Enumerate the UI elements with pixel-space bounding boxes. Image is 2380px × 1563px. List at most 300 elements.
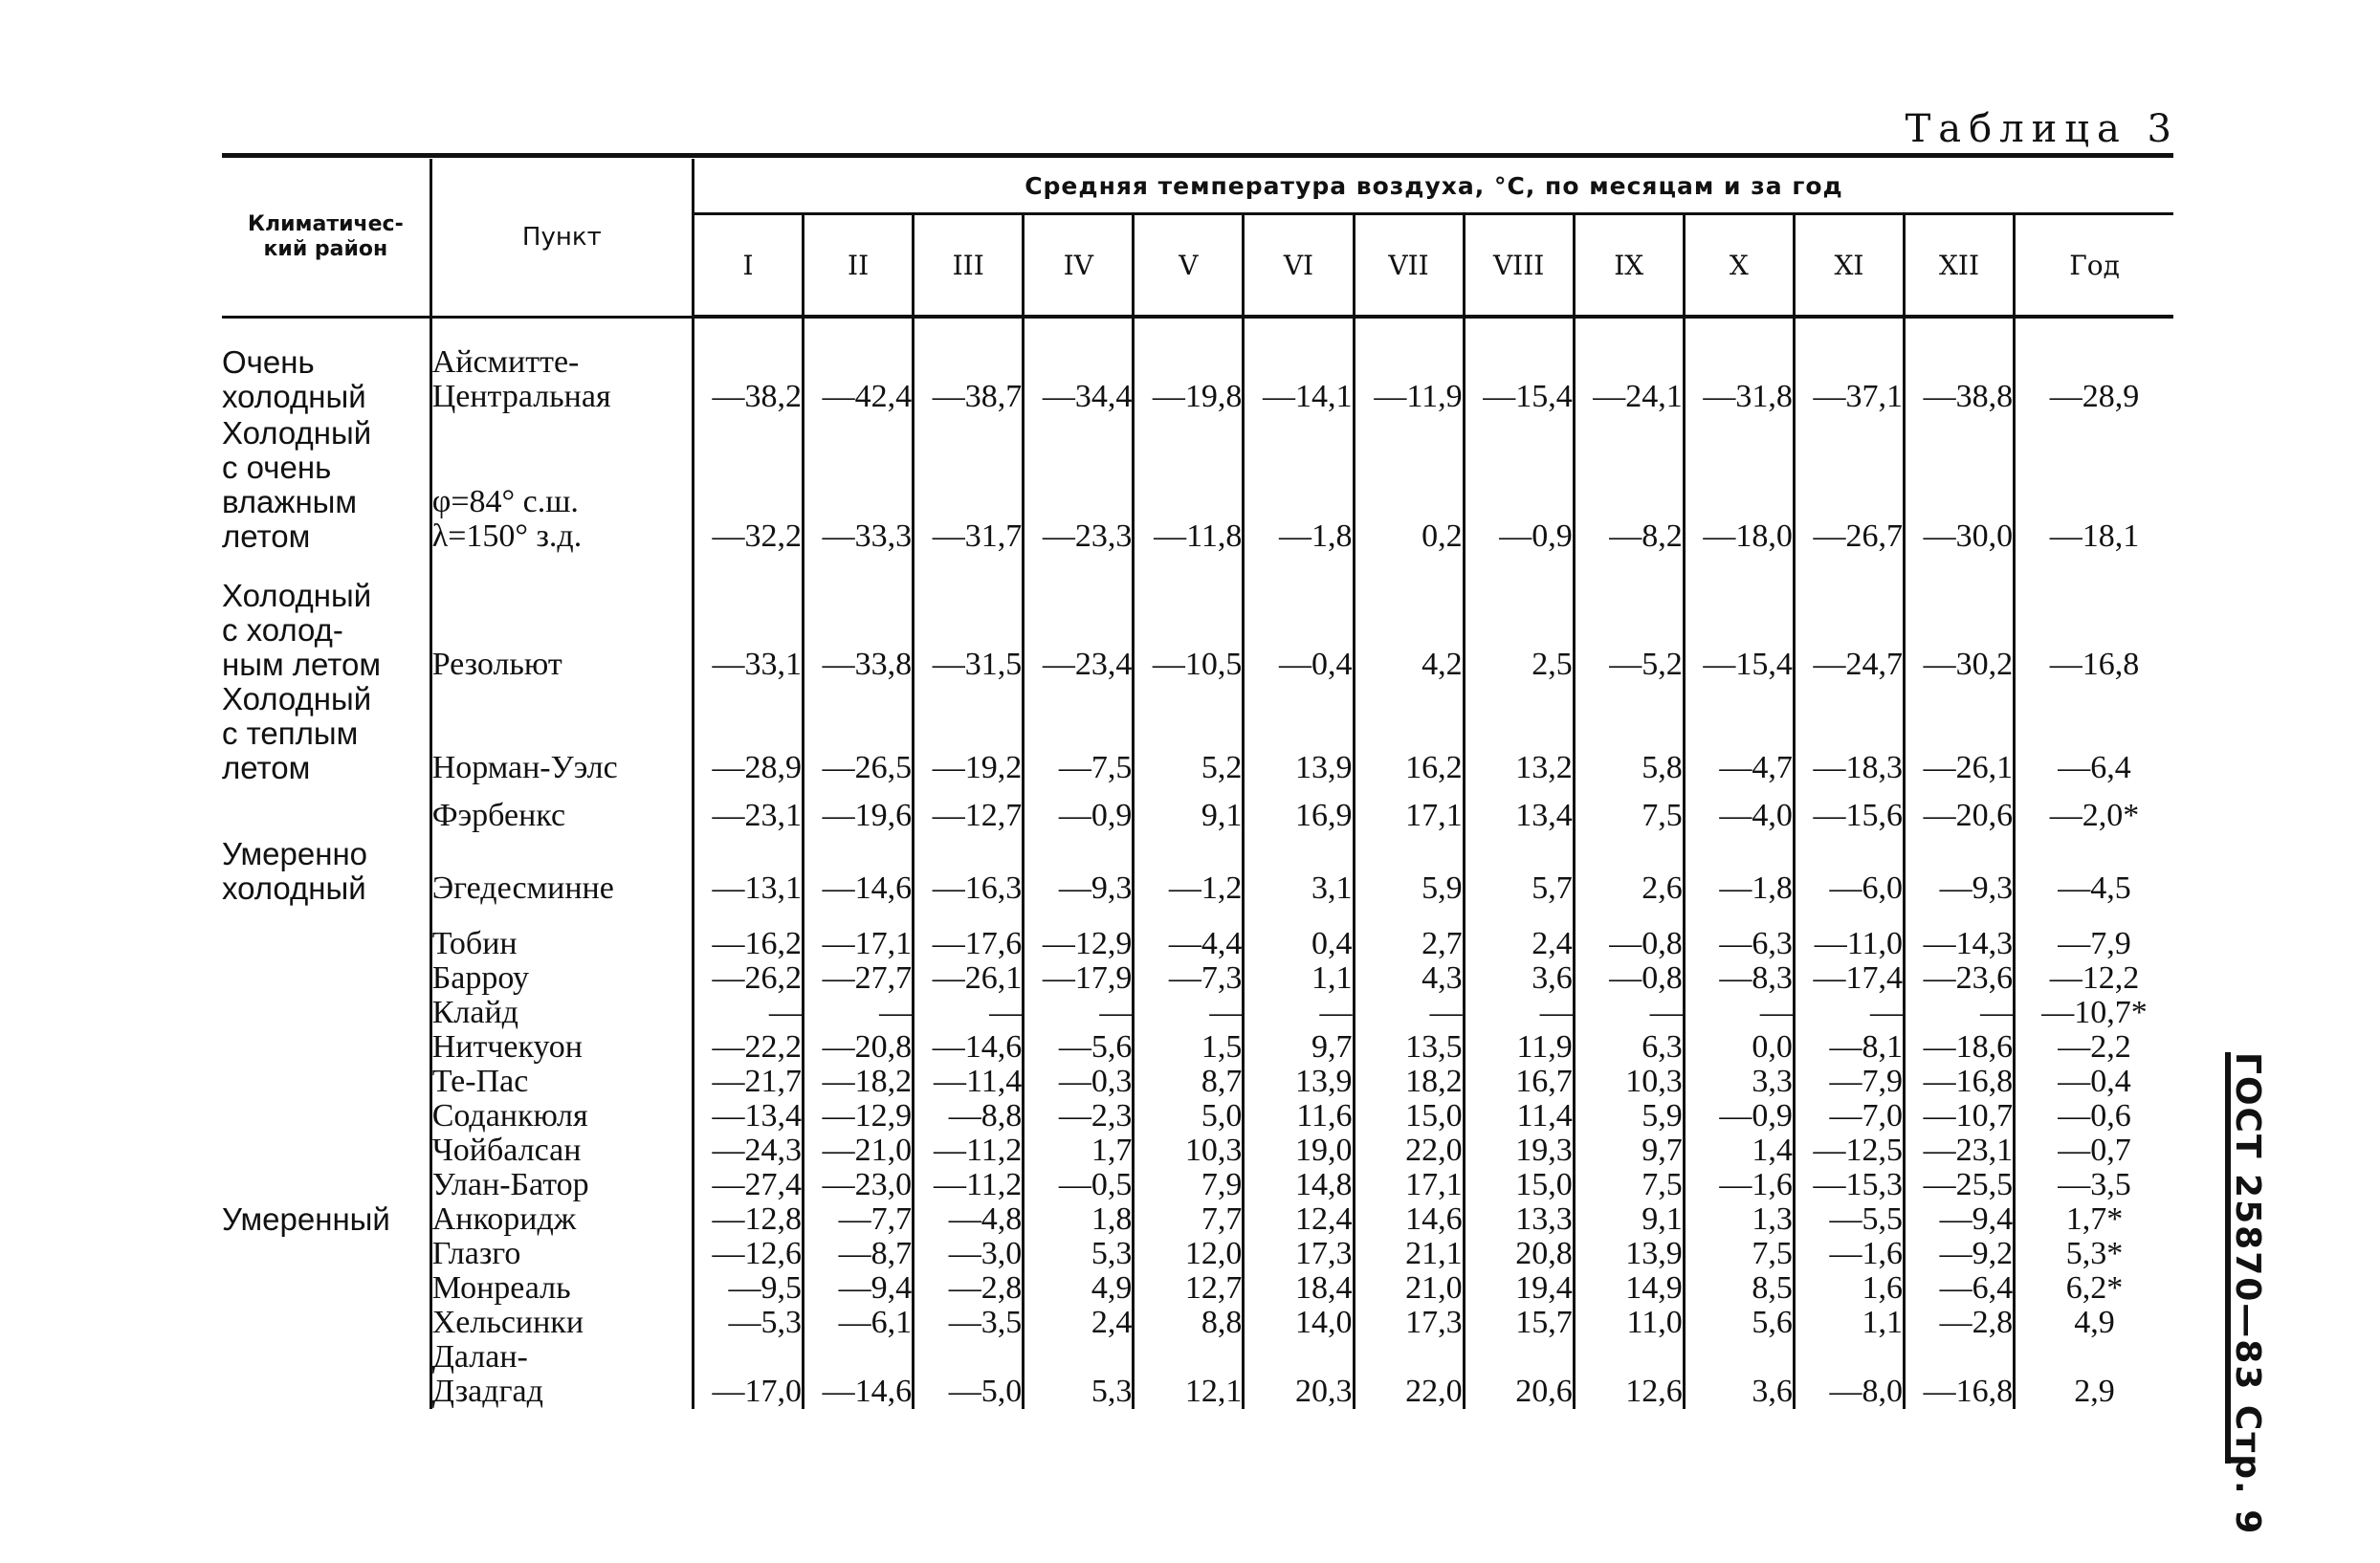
side-page-label-text: ГОСТ 25870—83 Стр. 9 [2228, 1052, 2267, 1536]
region-cell [222, 1065, 430, 1099]
point-cell: Хельсинки [430, 1306, 693, 1340]
spacer-cell [430, 317, 693, 340]
month-value-cell: —18,3 [1794, 682, 1904, 785]
header-month-cell: II [804, 214, 914, 318]
month-value-cell: —19,8 [1134, 340, 1244, 414]
month-value-cell: 19,0 [1244, 1134, 1354, 1168]
climate-table [222, 159, 2173, 1409]
month-value-cell: —0,9 [1684, 1099, 1794, 1134]
month-value-cell: —8,3 [1684, 961, 1794, 996]
month-value-cell: 20,3 [1244, 1340, 1354, 1409]
month-value-cell: —33,8 [804, 554, 914, 682]
year-value-cell: —2,0* [2015, 785, 2173, 833]
month-value-cell: —17,1 [804, 906, 914, 961]
region-cell [222, 1099, 430, 1134]
year-value-cell: —16,8 [2015, 554, 2173, 682]
month-value-cell: —19,6 [804, 785, 914, 833]
month-value-cell: 18,2 [1354, 1065, 1464, 1099]
month-value-cell: 14,9 [1574, 1271, 1684, 1306]
month-value-cell: —11,2 [914, 1168, 1024, 1202]
month-value-cell: —33,3 [804, 414, 914, 554]
region-cell [222, 1030, 430, 1065]
month-value-cell: — [1794, 996, 1904, 1030]
header-month-cell: XI [1794, 214, 1904, 318]
year-value-cell: 5,3* [2015, 1237, 2173, 1271]
table-row [222, 906, 2173, 961]
month-value-cell: —24,1 [1574, 340, 1684, 414]
table-row [222, 1065, 2173, 1099]
month-value-cell: —28,9 [693, 682, 803, 785]
month-value-cell: —12,7 [914, 785, 1024, 833]
top-rule [222, 153, 2173, 158]
header-group [693, 159, 2173, 214]
year-value-cell: —4,5 [2015, 833, 2173, 906]
month-value-cell: — [1244, 996, 1354, 1030]
table-row [222, 682, 2173, 785]
month-value-cell: —10,5 [1134, 554, 1244, 682]
month-value-cell: 13,9 [1244, 682, 1354, 785]
month-value-cell: —12,9 [1024, 906, 1134, 961]
month-value-cell: —4,4 [1134, 906, 1244, 961]
spacer-cell [1464, 317, 1574, 340]
month-value-cell: —17,6 [914, 906, 1024, 961]
month-value-cell: —3,0 [914, 1237, 1024, 1271]
month-value-cell: —8,7 [804, 1237, 914, 1271]
month-value-cell: — [1354, 996, 1464, 1030]
year-value-cell: —3,5 [2015, 1168, 2173, 1202]
month-value-cell: 15,0 [1354, 1099, 1464, 1134]
month-value-cell: —5,5 [1794, 1202, 1904, 1237]
month-value-cell: —9,5 [693, 1271, 803, 1306]
month-value-cell: 13,9 [1574, 1237, 1684, 1271]
month-value-cell: —14,6 [804, 833, 914, 906]
month-value-cell: — [1024, 996, 1134, 1030]
header-group-label: Средняя температура воздуха, °С, по месяцам и за год [1025, 171, 1843, 200]
month-value-cell: —5,0 [914, 1340, 1024, 1409]
month-value-cell: 4,3 [1354, 961, 1464, 996]
month-value-cell: 13,5 [1354, 1030, 1464, 1065]
spacer-cell [2015, 317, 2173, 340]
month-value-cell: 8,5 [1684, 1271, 1794, 1306]
month-value-cell: 12,6 [1574, 1340, 1684, 1409]
month-value-cell: — [914, 996, 1024, 1030]
month-value-cell: —6,1 [804, 1306, 914, 1340]
table-row [222, 996, 2173, 1030]
month-value-cell: 16,2 [1354, 682, 1464, 785]
month-value-cell: 2,5 [1464, 554, 1574, 682]
spacer-cell [1574, 317, 1684, 340]
table-row [222, 1030, 2173, 1065]
year-value-cell: 2,9 [2015, 1340, 2173, 1409]
table-row [222, 1134, 2173, 1168]
month-value-cell: 11,9 [1464, 1030, 1574, 1065]
region-cell: Умеренно холодный [222, 836, 368, 906]
month-value-cell: 5,6 [1684, 1306, 1794, 1340]
month-value-cell: 3,3 [1684, 1065, 1794, 1099]
month-value-cell: 13,4 [1464, 785, 1574, 833]
month-value-cell: —23,1 [1904, 1134, 2014, 1168]
month-value-cell: —30,2 [1904, 554, 2014, 682]
month-value-cell: —7,5 [1024, 682, 1134, 785]
month-value-cell: —0,4 [1244, 554, 1354, 682]
month-value-cell: 16,7 [1464, 1065, 1574, 1099]
point-cell: Анкоридж [430, 1202, 693, 1237]
region-cell [222, 1237, 430, 1271]
month-value-cell: —10,7 [1904, 1099, 2014, 1134]
month-value-cell: —38,8 [1904, 340, 2014, 414]
month-value-cell: —18,0 [1684, 414, 1794, 554]
table-row [222, 1306, 2173, 1340]
table-row [222, 1099, 2173, 1134]
month-value-cell: —2,3 [1024, 1099, 1134, 1134]
month-value-cell: 0,2 [1354, 414, 1464, 554]
month-value-cell: 1,4 [1684, 1134, 1794, 1168]
month-value-cell: —0,8 [1574, 906, 1684, 961]
month-value-cell: —17,0 [693, 1340, 803, 1409]
month-value-cell: —9,3 [1904, 833, 2014, 906]
month-value-cell: 2,6 [1574, 833, 1684, 906]
month-value-cell: 17,3 [1354, 1306, 1464, 1340]
header-month-cell: IV [1024, 214, 1134, 318]
month-value-cell: 5,3 [1024, 1340, 1134, 1409]
point-cell: Улан-Батор [430, 1168, 693, 1202]
table-row [222, 1271, 2173, 1306]
month-value-cell: 20,8 [1464, 1237, 1574, 1271]
month-value-cell: —5,2 [1574, 554, 1684, 682]
year-value-cell: —12,2 [2015, 961, 2173, 996]
year-value-cell: —10,7* [2015, 996, 2173, 1030]
month-value-cell: —6,4 [1904, 1271, 2014, 1306]
month-value-cell: 19,3 [1464, 1134, 1574, 1168]
month-value-cell: —9,2 [1904, 1237, 2014, 1271]
month-value-cell: — [693, 996, 803, 1030]
month-value-cell: 1,6 [1794, 1271, 1904, 1306]
year-value-cell: —18,1 [2015, 414, 2173, 554]
month-value-cell: —8,0 [1794, 1340, 1904, 1409]
table-body [222, 317, 2173, 1409]
month-value-cell: —11,9 [1354, 340, 1464, 414]
month-value-cell: —1,8 [1684, 833, 1794, 906]
month-value-cell: —0,9 [1024, 785, 1134, 833]
month-value-cell: —15,4 [1684, 554, 1794, 682]
point-cell: Те-Пас [430, 1065, 693, 1099]
header-month-cell: V [1134, 214, 1244, 318]
month-value-cell: —16,8 [1904, 1340, 2014, 1409]
month-value-cell: —37,1 [1794, 340, 1904, 414]
month-value-cell: —25,5 [1904, 1168, 2014, 1202]
month-value-cell: 2,7 [1354, 906, 1464, 961]
region-cell: Холодный с теплым летом [222, 681, 372, 785]
year-value-cell: —0,7 [2015, 1134, 2173, 1168]
month-value-cell: 7,5 [1574, 1168, 1684, 1202]
point-cell: Эгедесминне [430, 833, 693, 906]
month-value-cell: 20,6 [1464, 1340, 1574, 1409]
month-value-cell: —7,0 [1794, 1099, 1904, 1134]
month-value-cell: —7,9 [1794, 1065, 1904, 1099]
month-value-cell: —5,6 [1024, 1030, 1134, 1065]
table-header [222, 159, 2173, 317]
month-value-cell: 14,6 [1354, 1202, 1464, 1237]
spacer-cell [1024, 317, 1134, 340]
month-value-cell: —27,4 [693, 1168, 803, 1202]
year-value-cell: —28,9 [2015, 340, 2173, 414]
month-value-cell: 5,8 [1574, 682, 1684, 785]
month-value-cell: 4,2 [1354, 554, 1464, 682]
month-value-cell: —42,4 [804, 340, 914, 414]
month-value-cell: 8,8 [1134, 1306, 1244, 1340]
month-value-cell: — [1684, 996, 1794, 1030]
header-month-cell: VIII [1464, 214, 1574, 318]
month-value-cell: 2,4 [1024, 1306, 1134, 1340]
month-value-cell: —20,8 [804, 1030, 914, 1065]
region-cell [222, 1271, 430, 1306]
month-value-cell: —9,4 [1904, 1202, 2014, 1237]
month-value-cell: —3,5 [914, 1306, 1024, 1340]
month-value-cell: — [1464, 996, 1574, 1030]
month-value-cell: —38,7 [914, 340, 1024, 414]
table-row [222, 1237, 2173, 1271]
spacer-cell [1354, 317, 1464, 340]
region-cell: Умеренный [222, 1201, 390, 1237]
month-value-cell: —12,9 [804, 1099, 914, 1134]
month-value-cell: 17,1 [1354, 785, 1464, 833]
month-value-cell: 9,7 [1574, 1134, 1684, 1168]
month-value-cell: —23,6 [1904, 961, 2014, 996]
month-value-cell: 7,7 [1134, 1202, 1244, 1237]
header-month-cell: IX [1574, 214, 1684, 318]
month-value-cell: —33,1 [693, 554, 803, 682]
month-value-cell: —14,3 [1904, 906, 2014, 961]
point-cell: Резольют [430, 554, 693, 682]
month-value-cell: 9,1 [1574, 1202, 1684, 1237]
month-value-cell: 4,9 [1024, 1271, 1134, 1306]
month-value-cell: 1,1 [1244, 961, 1354, 996]
region-cell [222, 961, 430, 996]
point-cell: Чойбалсан [430, 1134, 693, 1168]
region-cell [222, 1168, 430, 1202]
month-value-cell: —23,3 [1024, 414, 1134, 554]
month-value-cell: —0,9 [1464, 414, 1574, 554]
month-value-cell: —13,4 [693, 1099, 803, 1134]
point-cell: Монреаль [430, 1271, 693, 1306]
spacer-cell [1904, 317, 2014, 340]
point-cell: φ=84° с.ш. λ=150° з.д. [430, 414, 693, 554]
region-cell [222, 1340, 430, 1409]
year-value-cell: —7,9 [2015, 906, 2173, 961]
spacer-cell [804, 317, 914, 340]
month-value-cell: 15,0 [1464, 1168, 1574, 1202]
month-value-cell: — [804, 996, 914, 1030]
month-value-cell: 1,1 [1794, 1306, 1904, 1340]
month-value-cell: —11,8 [1134, 414, 1244, 554]
month-value-cell: 5,0 [1134, 1099, 1244, 1134]
month-value-cell: 3,6 [1684, 1340, 1794, 1409]
spacer-cell [1134, 317, 1244, 340]
month-value-cell: —15,6 [1794, 785, 1904, 833]
month-value-cell: —24,3 [693, 1134, 803, 1168]
year-value-cell: 4,9 [2015, 1306, 2173, 1340]
month-value-cell: 5,7 [1464, 833, 1574, 906]
month-value-cell: 17,3 [1244, 1237, 1354, 1271]
month-value-cell: 0,0 [1684, 1030, 1794, 1065]
month-value-cell: —26,1 [914, 961, 1024, 996]
table-row [222, 785, 2173, 833]
year-value-cell: —6,4 [2015, 682, 2173, 785]
month-value-cell: —17,9 [1024, 961, 1134, 996]
month-value-cell: —1,6 [1684, 1168, 1794, 1202]
month-value-cell: —16,8 [1904, 1065, 2014, 1099]
month-value-cell: 1,7 [1024, 1134, 1134, 1168]
year-value-cell: —2,2 [2015, 1030, 2173, 1065]
month-value-cell: —11,2 [914, 1134, 1024, 1168]
region-cell: Холодный с холод- ным летом [222, 578, 382, 682]
month-value-cell: —12,6 [693, 1237, 803, 1271]
month-value-cell: —26,5 [804, 682, 914, 785]
month-value-cell: —8,1 [1794, 1030, 1904, 1065]
month-value-cell: —26,1 [1904, 682, 2014, 785]
month-value-cell: —0,3 [1024, 1065, 1134, 1099]
year-value-cell: —0,6 [2015, 1099, 2173, 1134]
year-value-cell: 1,7* [2015, 1202, 2173, 1237]
month-value-cell: 1,3 [1684, 1202, 1794, 1237]
month-value-cell: 3,6 [1464, 961, 1574, 996]
month-value-cell: 13,9 [1244, 1065, 1354, 1099]
month-value-cell: —4,7 [1684, 682, 1794, 785]
month-value-cell: —14,6 [804, 1340, 914, 1409]
month-value-cell: 11,6 [1244, 1099, 1354, 1134]
month-value-cell: —2,8 [914, 1271, 1024, 1306]
spacer-cell [1684, 317, 1794, 340]
month-value-cell: —23,1 [693, 785, 803, 833]
month-value-cell: — [1904, 996, 2014, 1030]
month-value-cell: 10,3 [1134, 1134, 1244, 1168]
year-value-cell: 6,2* [2015, 1271, 2173, 1306]
month-value-cell: 5,2 [1134, 682, 1244, 785]
month-value-cell: 1,8 [1024, 1202, 1134, 1237]
region-cell [222, 785, 430, 833]
month-value-cell: 12,7 [1134, 1271, 1244, 1306]
month-value-cell: 10,3 [1574, 1065, 1684, 1099]
month-value-cell: —23,0 [804, 1168, 914, 1202]
month-value-cell: —12,5 [1794, 1134, 1904, 1168]
month-value-cell: —20,6 [1904, 785, 2014, 833]
header-month-cell: XII [1904, 214, 2014, 318]
month-value-cell: —18,2 [804, 1065, 914, 1099]
month-value-cell: —9,3 [1024, 833, 1134, 906]
month-value-cell: 12,0 [1134, 1237, 1244, 1271]
region-cell [222, 1134, 430, 1168]
month-value-cell: —24,7 [1794, 554, 1904, 682]
month-value-cell: 5,9 [1354, 833, 1464, 906]
table-label: Таблица 3 [1905, 107, 2179, 151]
month-value-cell: —16,3 [914, 833, 1024, 906]
month-value-cell: —21,7 [693, 1065, 803, 1099]
region-cell: Очень холодный [222, 344, 366, 414]
header-month-cell: III [914, 214, 1024, 318]
month-value-cell: 14,8 [1244, 1168, 1354, 1202]
header-month-cell: VI [1244, 214, 1354, 318]
month-value-cell: —0,5 [1024, 1168, 1134, 1202]
month-value-cell: —1,2 [1134, 833, 1244, 906]
month-value-cell: 9,7 [1244, 1030, 1354, 1065]
year-value-cell: —0,4 [2015, 1065, 2173, 1099]
point-cell: Нитчекуон [430, 1030, 693, 1065]
point-cell: Фэрбенкс [430, 785, 693, 833]
month-value-cell: —34,4 [1024, 340, 1134, 414]
region-cell: Холодный с очень влажным летом [222, 415, 372, 554]
month-value-cell: 15,7 [1464, 1306, 1574, 1340]
month-value-cell: —19,2 [914, 682, 1024, 785]
month-value-cell: —31,8 [1684, 340, 1794, 414]
month-value-cell: 8,7 [1134, 1065, 1244, 1099]
header-month-cell: VII [1354, 214, 1464, 318]
table-row [222, 554, 2173, 682]
month-value-cell: 13,2 [1464, 682, 1574, 785]
month-value-cell: 11,0 [1574, 1306, 1684, 1340]
month-value-cell: 21,0 [1354, 1271, 1464, 1306]
month-value-cell: —4,0 [1684, 785, 1794, 833]
month-value-cell: —6,0 [1794, 833, 1904, 906]
month-value-cell: —7,7 [804, 1202, 914, 1237]
point-cell: Далан- Дзадгад [430, 1340, 693, 1409]
month-value-cell: —5,3 [693, 1306, 803, 1340]
point-cell: Глазго [430, 1237, 693, 1271]
point-cell: Норман-Уэлс [430, 682, 693, 785]
month-value-cell: 0,4 [1244, 906, 1354, 961]
month-value-cell: 18,4 [1244, 1271, 1354, 1306]
month-value-cell: 7,5 [1684, 1237, 1794, 1271]
header-month-cell: I [693, 214, 803, 318]
month-value-cell: 6,3 [1574, 1030, 1684, 1065]
month-value-cell: —26,7 [1794, 414, 1904, 554]
spacer-cell [1794, 317, 1904, 340]
month-value-cell: —4,8 [914, 1202, 1024, 1237]
month-value-cell: 22,0 [1354, 1340, 1464, 1409]
month-value-cell: —13,1 [693, 833, 803, 906]
month-value-cell: —30,0 [1904, 414, 2014, 554]
month-value-cell: 16,9 [1244, 785, 1354, 833]
spacer-cell [222, 317, 430, 340]
month-value-cell: —22,2 [693, 1030, 803, 1065]
point-cell: Тобин [430, 906, 693, 961]
month-value-cell: —7,3 [1134, 961, 1244, 996]
table-row [222, 340, 2173, 414]
month-value-cell: —8,2 [1574, 414, 1684, 554]
month-value-cell: —31,5 [914, 554, 1024, 682]
month-value-cell: 21,1 [1354, 1237, 1464, 1271]
point-cell: Барроу [430, 961, 693, 996]
month-value-cell: —1,8 [1244, 414, 1354, 554]
month-value-cell: —32,2 [693, 414, 803, 554]
month-value-cell: 5,9 [1574, 1099, 1684, 1134]
month-value-cell: —6,3 [1684, 906, 1794, 961]
spacer-cell [1244, 317, 1354, 340]
month-value-cell: 12,1 [1134, 1340, 1244, 1409]
month-value-cell: 22,0 [1354, 1134, 1464, 1168]
month-value-cell: —23,4 [1024, 554, 1134, 682]
month-value-cell: —14,6 [914, 1030, 1024, 1065]
region-cell [222, 906, 430, 961]
month-value-cell: — [1134, 996, 1244, 1030]
month-value-cell: 17,1 [1354, 1168, 1464, 1202]
month-value-cell: 7,9 [1134, 1168, 1244, 1202]
month-value-cell: —14,1 [1244, 340, 1354, 414]
month-value-cell: —31,7 [914, 414, 1024, 554]
month-value-cell: 7,5 [1574, 785, 1684, 833]
month-value-cell: 12,4 [1244, 1202, 1354, 1237]
month-value-cell: 14,0 [1244, 1306, 1354, 1340]
spacer-cell [914, 317, 1024, 340]
